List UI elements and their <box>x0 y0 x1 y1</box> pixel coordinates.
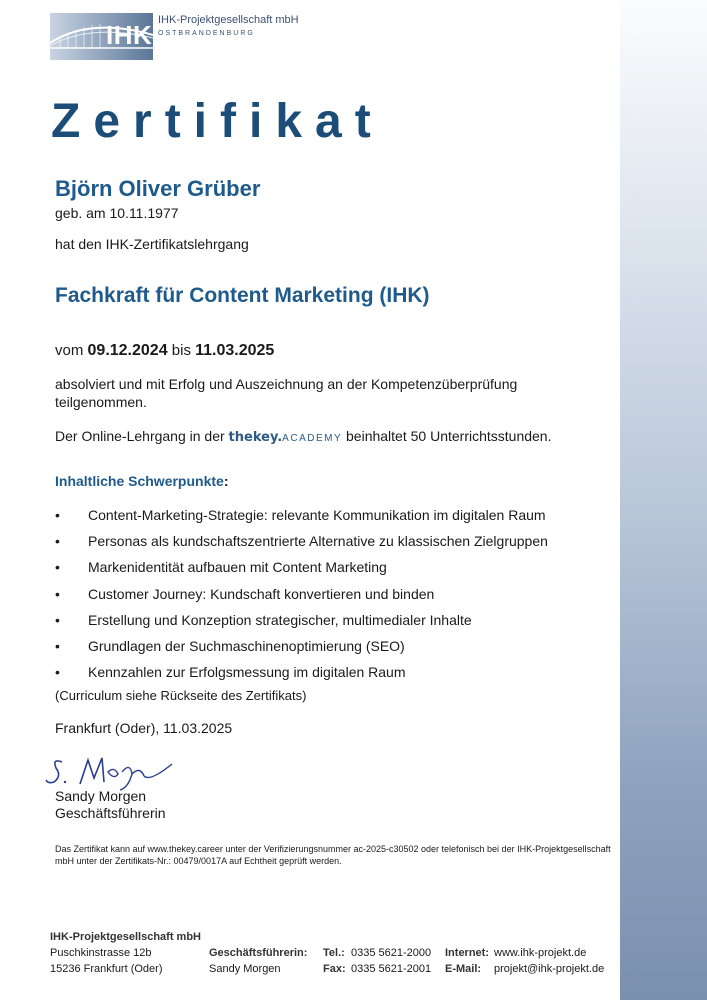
footer-phone-labels <box>323 945 346 977</box>
period-start: 09.12.2024 <box>87 342 168 359</box>
course-title: Fachkraft für Content Marketing (IHK) <box>55 284 430 307</box>
list-item-text: Markenidentität aufbauen mit Content Marketing <box>88 559 387 576</box>
period-end: 11.03.2025 <box>195 342 275 359</box>
decorative-side-band <box>620 0 707 1000</box>
bullet-icon: • <box>55 637 60 654</box>
intro-text: hat den IHK-Zertifikatslehrgang <box>55 236 249 252</box>
focus-heading-colon: : <box>223 473 229 489</box>
period-prefix: vom <box>55 342 84 359</box>
signatory-name: Sandy Morgen <box>55 788 147 804</box>
footer-management <box>209 945 307 977</box>
period-middle: bis <box>171 342 191 359</box>
footer-street: Puschkinstrasse 12b <box>50 947 152 959</box>
verification-note: Das Zertifikat kann auf www.thekey.career unter der Verifizierungsnummer ac-2025-c30502 oder telefonisch bei der IHK-Projektgesellschaft mbH unter der Zertifikats-Nr.: 00479/0017A auf Echtheit geprüft werden. <box>55 844 611 866</box>
bullet-icon: • <box>55 533 60 550</box>
online-suffix: beinhaltet 50 Unterrichtsstunden. <box>346 428 552 444</box>
footer-tel: 0335 5621-2000 <box>351 947 432 959</box>
online-prefix: Der Online-Lehrgang in der <box>55 428 225 444</box>
online-course-text <box>55 427 575 448</box>
list-item-text: Grundlagen der Suchmaschinenoptimierung (SEO) <box>88 637 405 654</box>
certificate-title: Zertifikat <box>51 95 384 148</box>
footer-contact-labels <box>445 945 489 977</box>
place-date: Frankfurt (Oder), 11.03.2025 <box>55 720 233 736</box>
signatory-role: Geschäftsführerin <box>55 805 166 821</box>
thekey-brand: thekey. <box>228 430 283 445</box>
list-item-text: Personas als kundschaftszentrierte Alternative zu klassischen Zielgruppen <box>88 533 548 550</box>
footer-address <box>50 929 201 977</box>
bullet-icon: • <box>55 507 60 523</box>
list-item-text: Erstellung und Konzeption strategischer, multimedialer Inhalte <box>88 611 472 628</box>
footer-tel-label: Tel.: <box>323 947 345 959</box>
completion-text: absolviert und mit Erfolg und Auszeichnung an der Kompetenzüberprüfung teilgenommen. <box>55 376 518 410</box>
course-period <box>55 342 274 360</box>
footer-mail-link[interactable]: projekt@ihk-projekt.de <box>494 963 605 975</box>
bullet-icon: • <box>55 585 60 602</box>
list-item-text: Kennzahlen zur Erfolgsmessung im digitalen Raum <box>88 664 406 681</box>
footer-contact-values <box>494 945 604 977</box>
bridge-logo-icon <box>50 13 153 60</box>
footer-city: 15236 Frankfurt (Oder) <box>50 963 163 975</box>
footer-fax-label: Fax: <box>323 963 346 975</box>
academy-brand: ACADEMY <box>282 433 343 444</box>
bullet-icon: • <box>55 664 60 681</box>
list-item-text: Content-Marketing-Strategie: relevante Kommunikation im digitalen Raum <box>88 507 546 523</box>
curriculum-note: (Curriculum siehe Rückseite des Zertifikats) <box>55 688 307 703</box>
logo-region: OSTBRANDENBURG <box>158 30 255 37</box>
recipient-name: Björn Oliver Grüber <box>55 176 261 201</box>
bullet-icon: • <box>55 611 60 628</box>
footer-web-label: Internet: <box>445 947 489 959</box>
ihk-logo <box>50 13 330 63</box>
bullet-icon: • <box>55 559 60 576</box>
footer-gf-name: Sandy Morgen <box>209 963 281 975</box>
focus-heading-label: Inhaltliche Schwerpunkte <box>55 473 224 489</box>
birth-date: geb. am 10.11.1977 <box>55 205 179 221</box>
logo-company-name: IHK-Projektgesellschaft mbH <box>158 14 299 26</box>
footer-gf-label: Geschäftsführerin: <box>209 947 308 959</box>
footer-fax: 0335 5621-2001 <box>351 963 432 975</box>
logo-mark: IHK <box>106 20 153 50</box>
footer-phone-values <box>351 945 431 977</box>
footer-mail-label: E-Mail: <box>445 963 482 975</box>
list-item-text: Customer Journey: Kundschaft konvertieren und binden <box>88 585 435 602</box>
footer-company: IHK-Projektgesellschaft mbH <box>50 931 201 943</box>
footer-web-link[interactable]: www.ihk-projekt.de <box>494 947 587 959</box>
focus-heading <box>55 473 229 489</box>
